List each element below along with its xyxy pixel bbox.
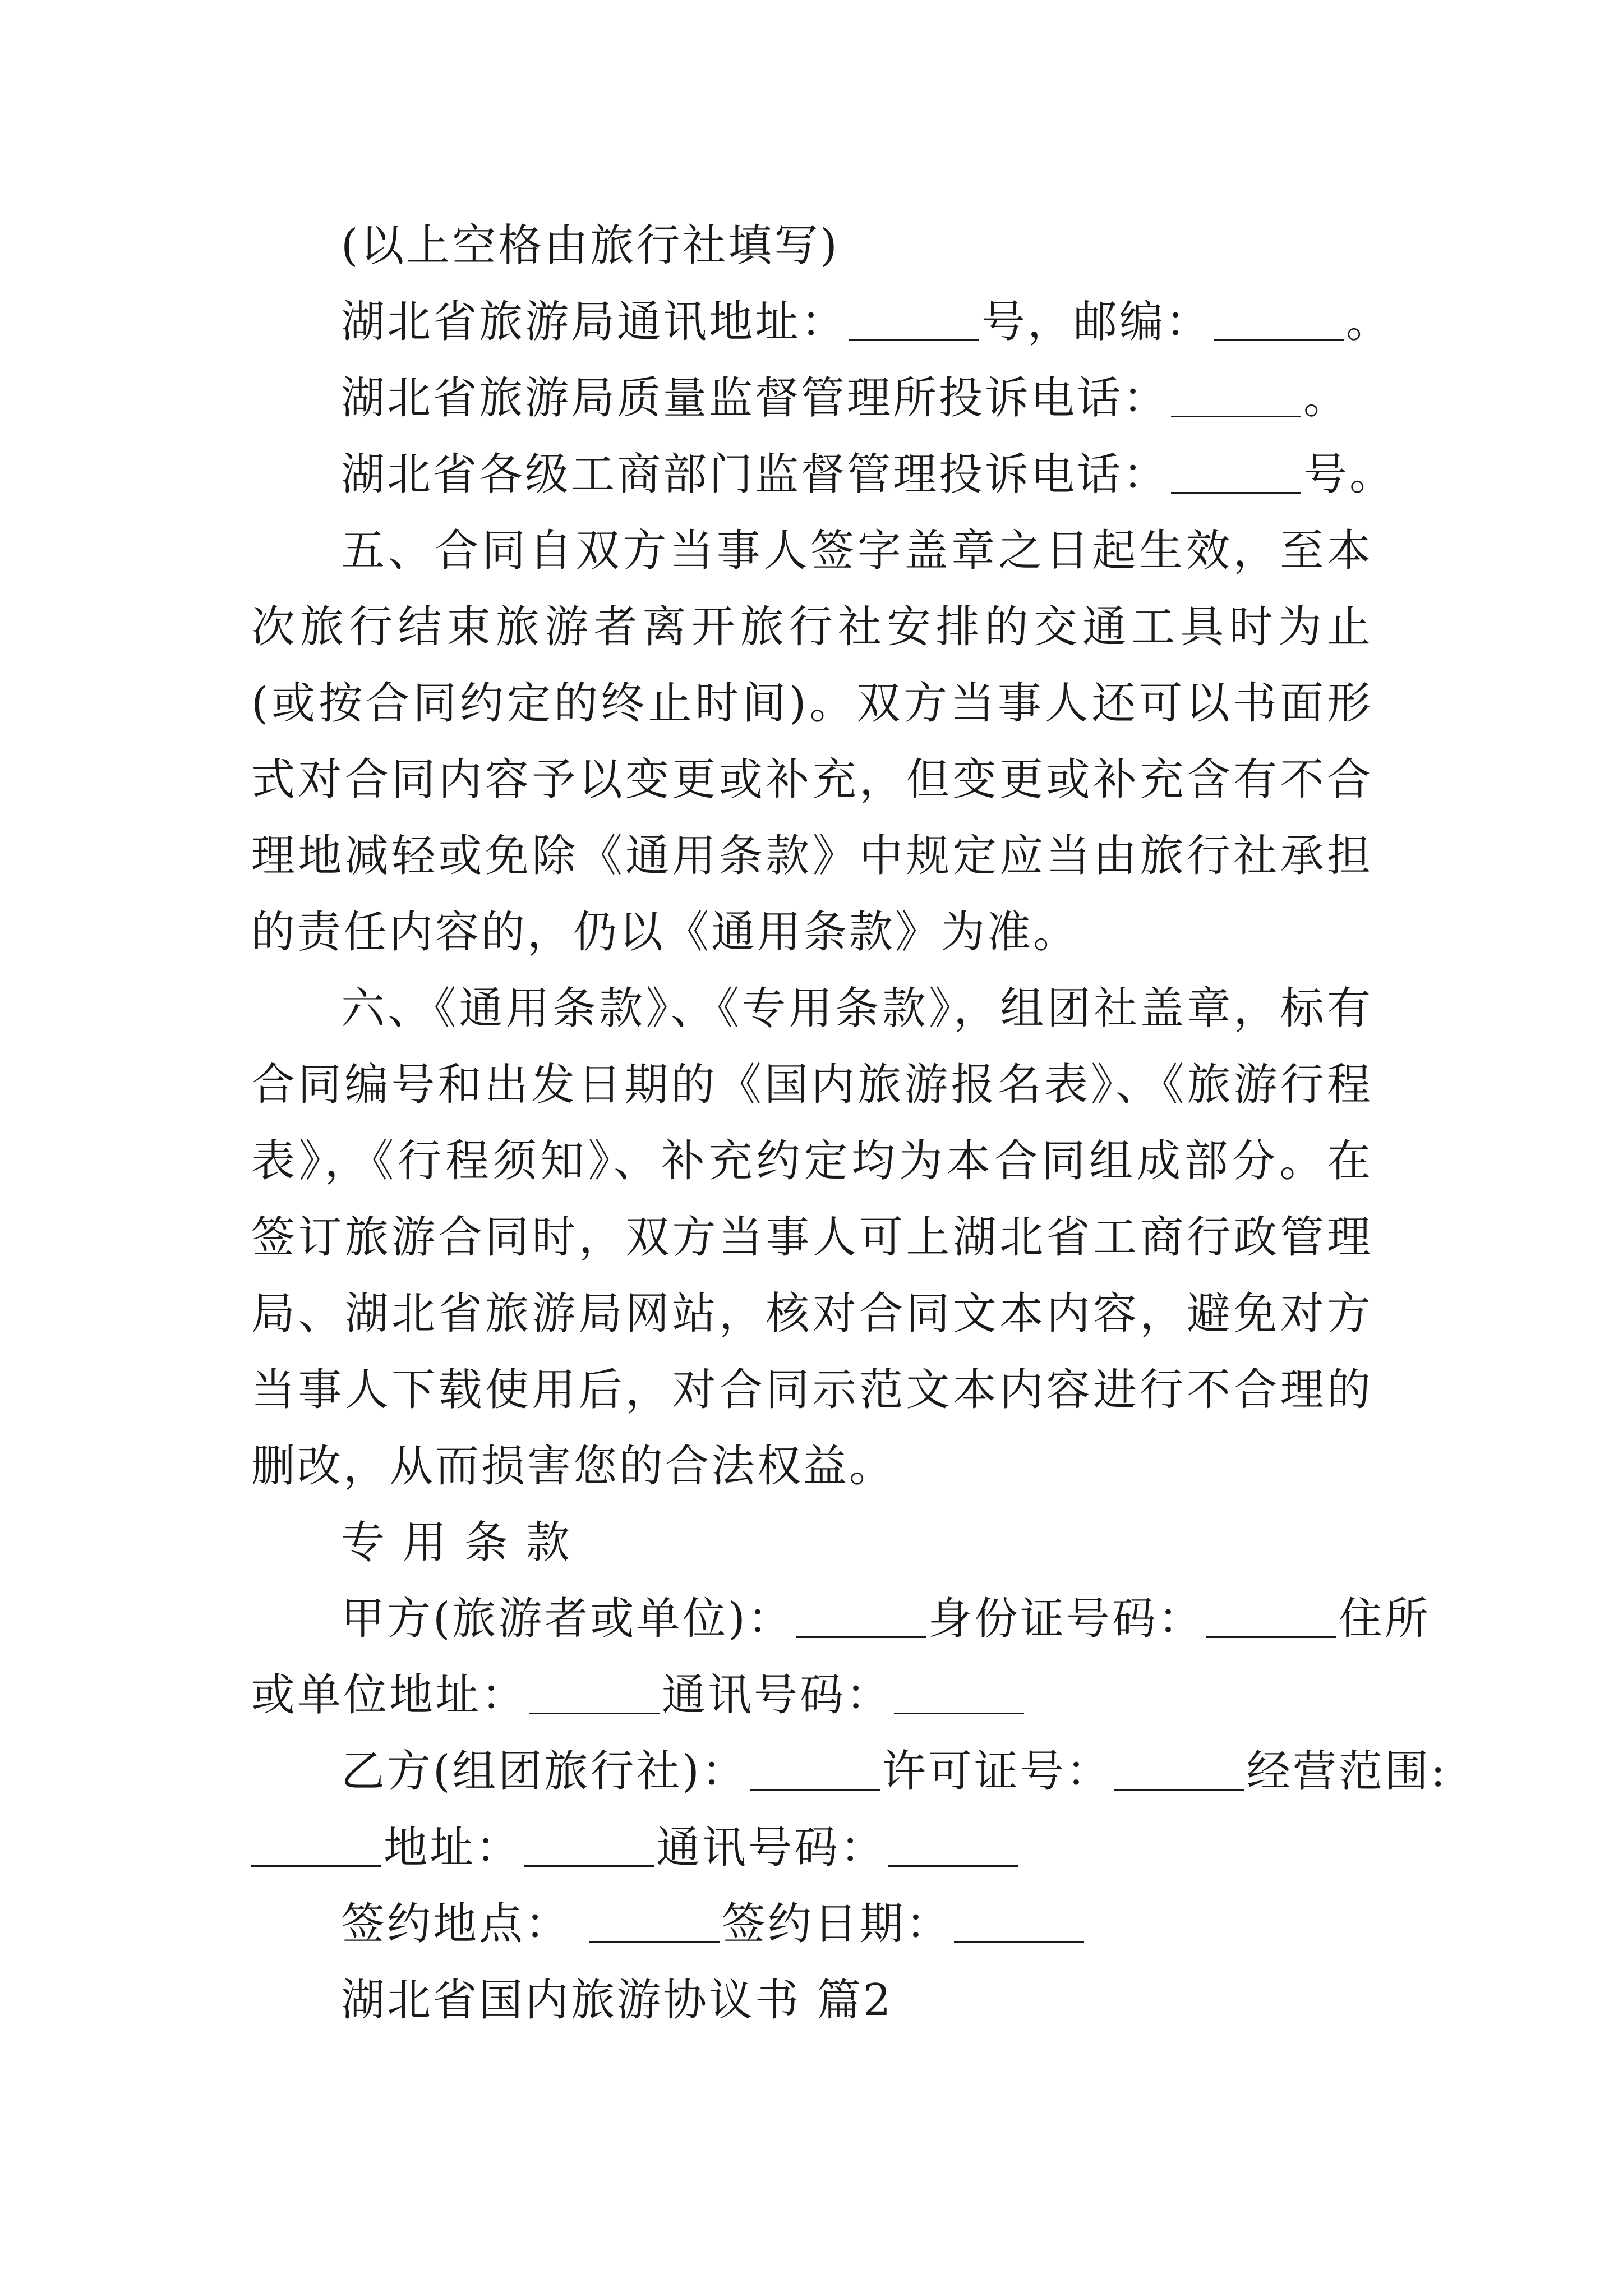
license-label: 许可证号： xyxy=(882,1746,1112,1797)
unit-address-label: 或单位地址： xyxy=(251,1670,528,1720)
party-a-line-2 xyxy=(251,1657,1373,1733)
party-b-line-1 xyxy=(251,1733,1448,1810)
signing-line xyxy=(251,1886,1373,1962)
party-b-line-2 xyxy=(251,1810,1373,1886)
sign-date-blank xyxy=(954,1898,1084,1943)
fill-note xyxy=(251,208,1373,284)
party-b-address-blank xyxy=(524,1821,654,1867)
scope-label: 经营范围: xyxy=(1246,1746,1448,1797)
fill-note-text: (以上空格由旅行社填写) xyxy=(341,220,840,271)
commerce-complaint-line xyxy=(251,436,1396,513)
id-label: 身份证号码： xyxy=(928,1594,1204,1644)
clause-five: 五、合同自双方当事人签字盖章之日起生效，至本次旅行结束旅游者离开旅行社安排的交通工具时为止(或按合同约定的终止时间)。双方当事人还可以书面形式对合同内容予以变更或补充，但变更或补充含有不合理地减轻或免除《通用条款》中规定应当由旅行社承担的责任内容的，仍以《通用条款》为准。 xyxy=(251,526,1373,958)
special-terms-heading-text: 专用条款 xyxy=(341,1517,588,1568)
unit-address-blank xyxy=(529,1669,660,1714)
scope-blank xyxy=(251,1821,381,1867)
party-b-label: 乙方(组团旅行社)： xyxy=(341,1746,748,1797)
quality-complaint-line xyxy=(251,360,1373,436)
bureau-address-line xyxy=(251,284,1393,360)
party-b-blank xyxy=(750,1745,880,1791)
party-b-contact-label: 通讯号码： xyxy=(656,1823,887,1873)
document-body xyxy=(251,208,1448,2039)
party-a-contact-blank xyxy=(894,1669,1024,1714)
party-a-line-1 xyxy=(251,1581,1431,1657)
period: 。 xyxy=(1346,297,1393,347)
license-blank xyxy=(1114,1745,1244,1791)
party-b-contact-blank xyxy=(888,1821,1018,1867)
party-a-contact-label: 通讯号码： xyxy=(662,1670,892,1720)
commerce-complaint-label: 湖北省各级工商部门监督管理投诉电话： xyxy=(341,449,1169,500)
party-a-label: 甲方(旅游者或单位)： xyxy=(341,1594,794,1644)
bureau-address-blank xyxy=(849,296,979,341)
id-blank xyxy=(1206,1593,1336,1638)
next-section-title xyxy=(251,1962,1373,2039)
clause-six: 六、《通用条款》、《专用条款》，组团社盖章，标有合同编号和出发日期的《国内旅游报名表》、《旅游行程表》，《行程须知》、补充约定均为本合同组成部分。在签订旅游合同时，双方当事人可上湖北省工商行政管理局、湖北省旅游局网站，核对合同文本内容，避免对方当事人下载使用后，对合同示范文本内容进行不合理的删改，从而损害您的合法权益。 xyxy=(251,983,1373,1492)
bureau-address-label: 湖北省旅游局通讯地址： xyxy=(341,297,847,347)
quality-complaint-blank xyxy=(1171,372,1301,417)
special-terms-heading xyxy=(251,1504,1373,1581)
commerce-complaint-suffix: 号。 xyxy=(1303,449,1396,500)
sign-date-label: 签约日期： xyxy=(721,1899,952,1949)
sign-place-blank xyxy=(589,1898,720,1943)
commerce-complaint-blank xyxy=(1171,448,1301,494)
quality-complaint-label: 湖北省旅游局质量监督管理所投诉电话： xyxy=(341,373,1169,424)
party-b-address-label: 地址： xyxy=(384,1823,522,1873)
period: 。 xyxy=(1303,373,1350,424)
next-section-title-text: 湖北省国内旅游协议书 篇2 xyxy=(341,1975,893,2026)
party-a-blank xyxy=(796,1593,926,1638)
postcode-label: 号，邮编： xyxy=(981,297,1212,347)
postcode-blank xyxy=(1214,296,1344,341)
residence-label: 住所 xyxy=(1338,1594,1431,1644)
sign-place-label: 签约地点： xyxy=(341,1899,571,1949)
